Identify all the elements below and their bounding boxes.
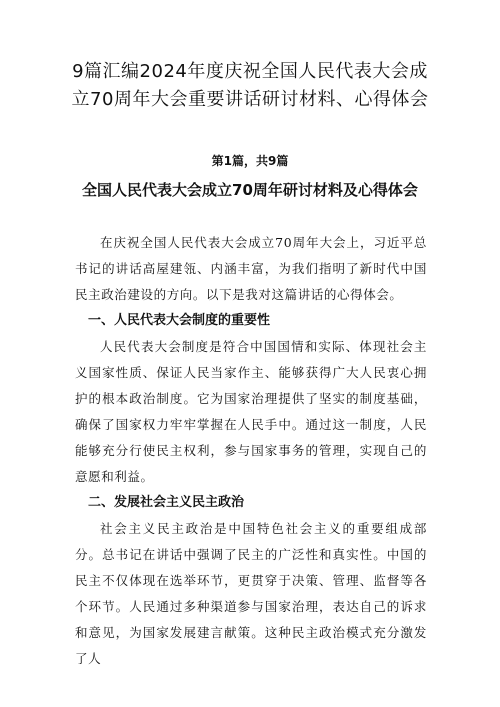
document-body <box>75 230 427 672</box>
section2-heading: 二、发展社会主义民主政治 <box>88 495 245 510</box>
section2-paragraph: 社会主义民主政治是中国特色社会主义的重要组成部分。总书记在讲话中强调了民主的广泛性和真实性。中国的民主不仅体现在选举环节，更贯穿于决策、管理、监督等各个环节。人民通过多种渠道参与国家治理，表达自己的诉求和意见，为国家发展建言献策。这种民主政治模式充分激发了人 <box>75 521 427 666</box>
section1-paragraph: 人民代表大会制度是符合中国国情和实际、体现社会主义国家性质、保证人民当家作主、能够获得广大人民衷心拥护的根本政治制度。它为国家治理提供了坚实的制度基础，确保了国家权力牢牢掌握在人民手中。通过这一制度，人民能够充分行使民主权利，参与国家事务的管理，实现自己的意愿和利益。 <box>75 339 427 484</box>
document-title: 9篇汇编2024年度庆祝全国人民代表大会成立70周年大会重要讲话研讨材料、心得体会 <box>71 61 429 110</box>
section1-heading: 一、人民代表大会制度的重要性 <box>88 313 271 328</box>
intro-paragraph: 在庆祝全国人民代表大会成立70周年大会上，习近平总书记的讲话高屋建瓴、内涵丰富，为我们指明了新时代中国民主政治建设的方向。以下是我对这篇讲话的心得体会。 <box>75 235 427 302</box>
section-title: 全国人民代表大会成立70周年研讨材料及心得体会 <box>82 181 418 199</box>
chapter-label: 第1篇，共9篇 <box>211 154 289 168</box>
